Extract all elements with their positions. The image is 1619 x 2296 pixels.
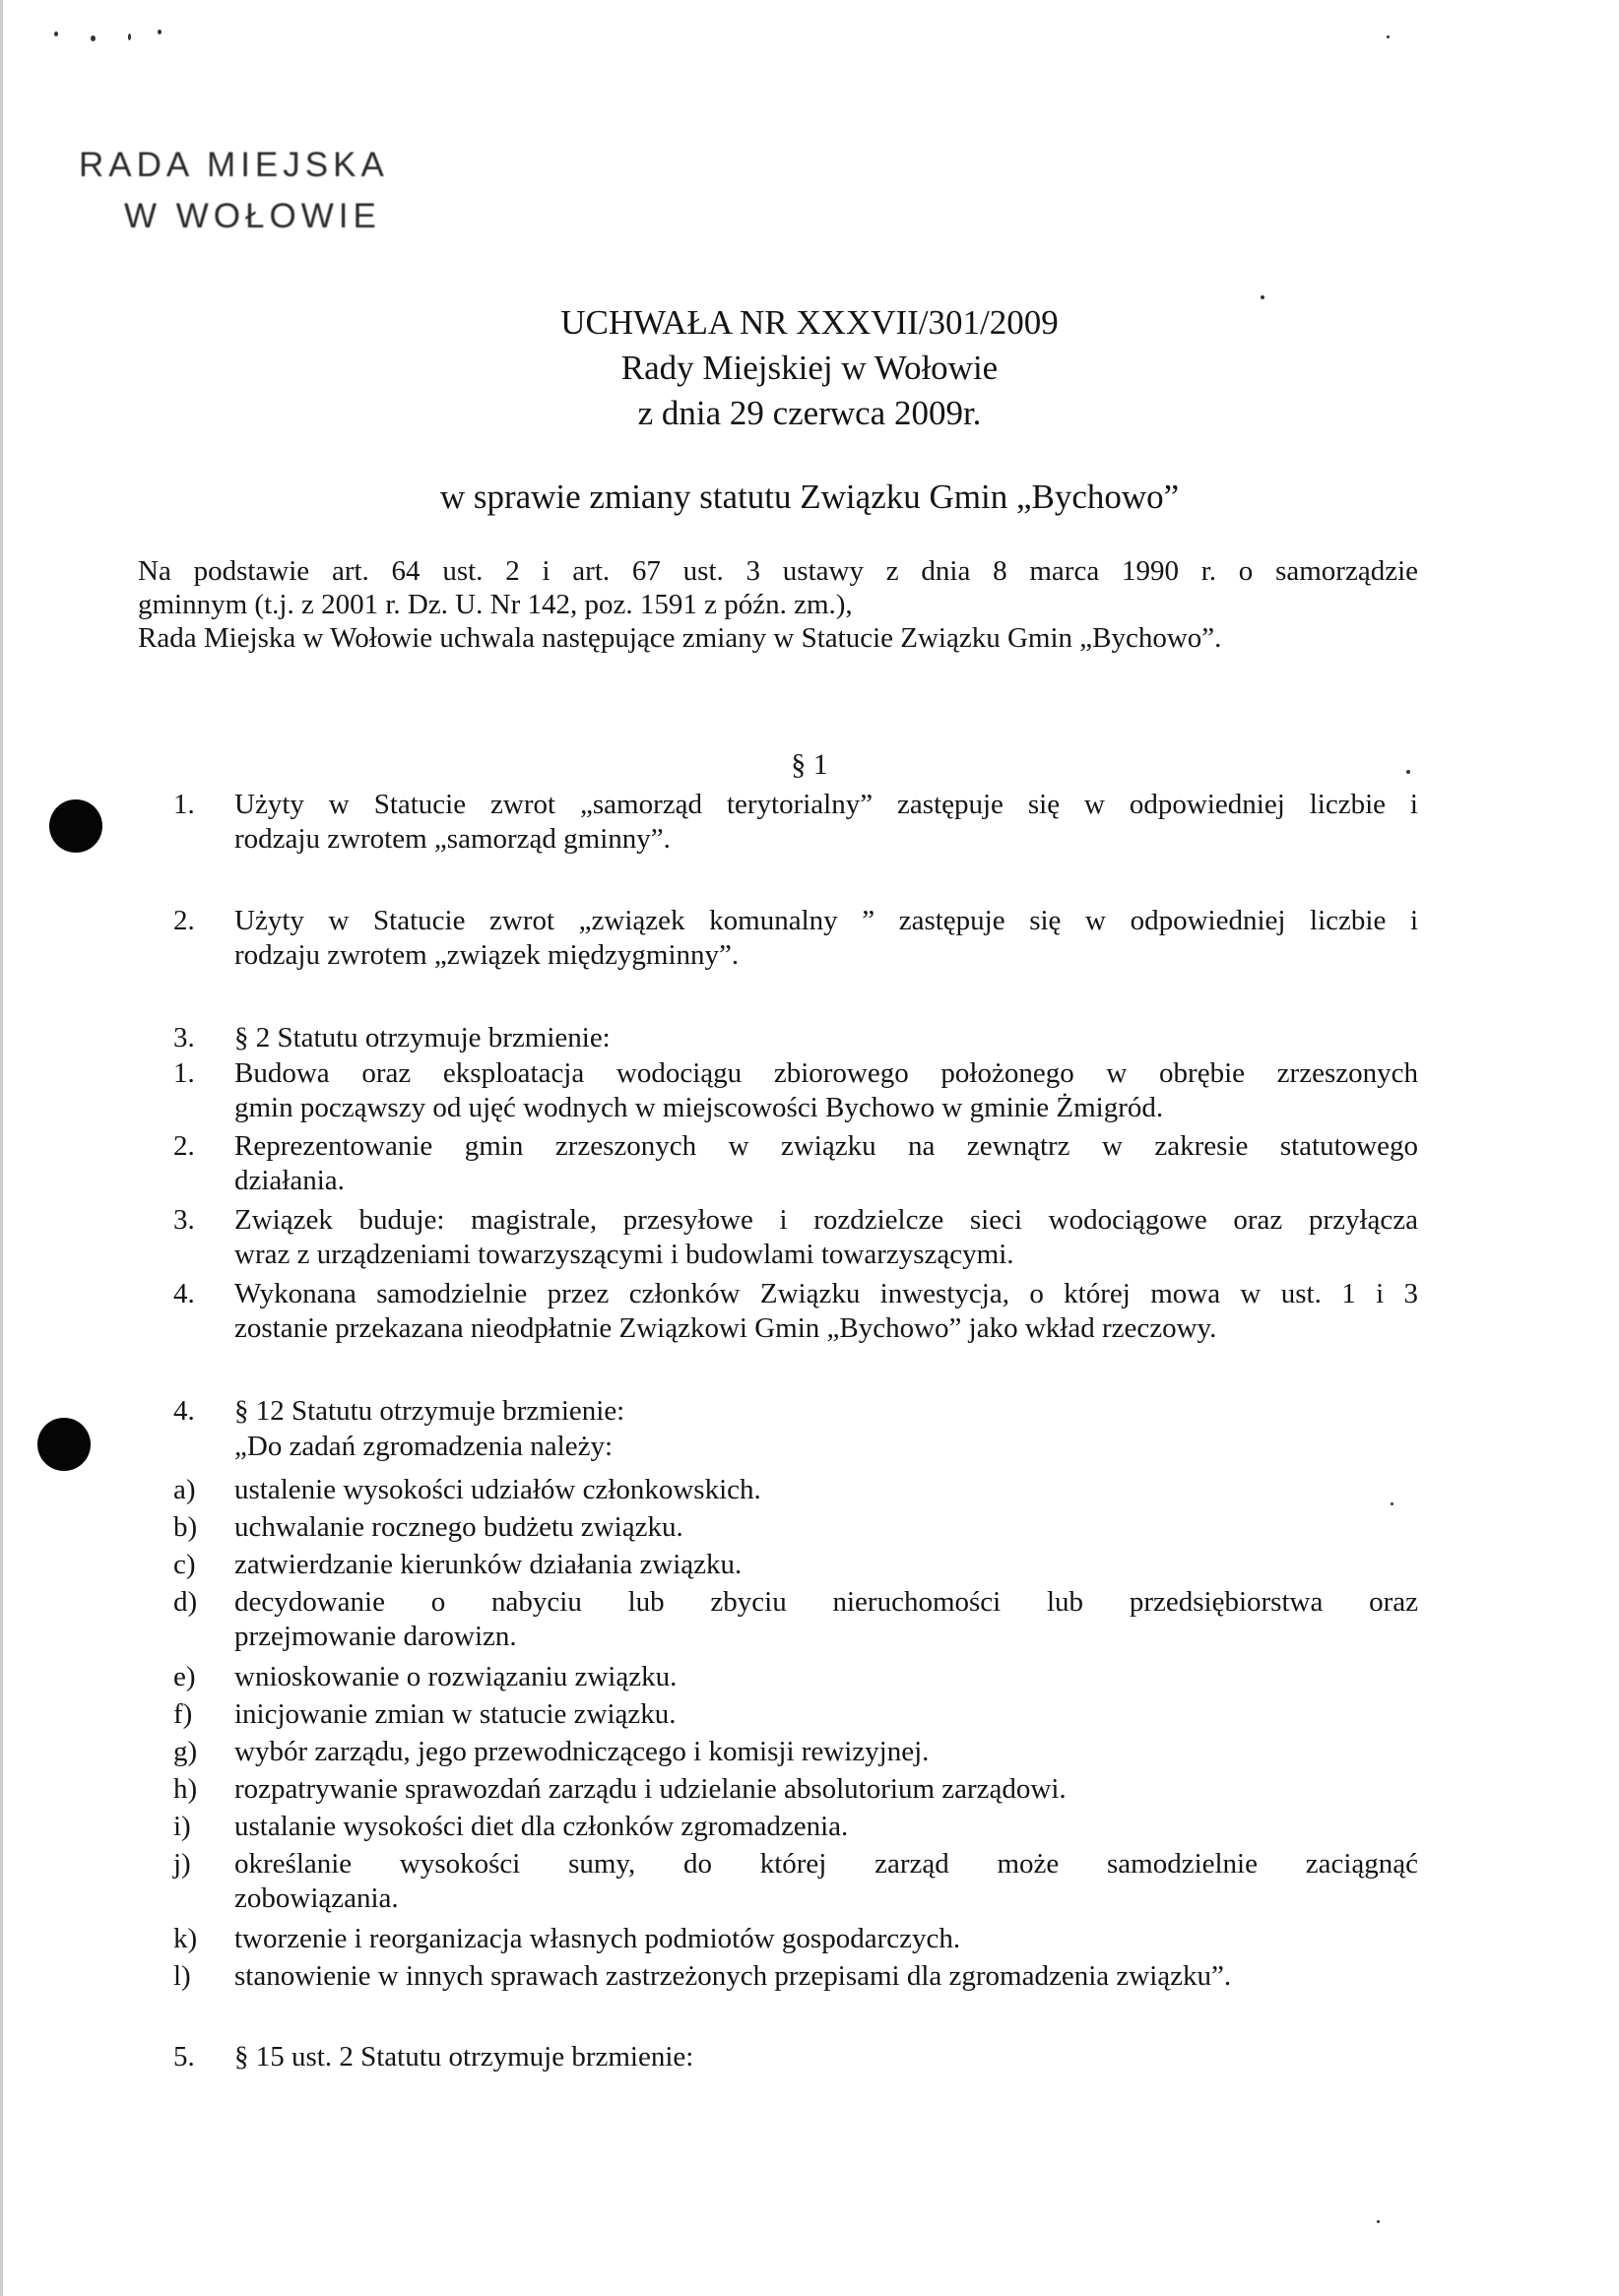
item-text-line: określanie wysokości sumy, do której zarząd może samodzielnie zaciągnąć xyxy=(234,1848,1418,1880)
section-mark: § 1 xyxy=(791,748,828,781)
resolution-subject: w sprawie zmiany statutu Związku Gmin „Bychowo” xyxy=(439,478,1180,516)
point-number: 5. xyxy=(173,2041,195,2073)
resolution-date: z dnia 29 czerwca 2009r. xyxy=(637,394,982,432)
point-text: § 2 Statutu otrzymuje brzmienie: xyxy=(234,1022,611,1053)
item-text-line: Związek buduje: magistrale, przesyłowe i rozdzielcze sieci wodociągowe oraz przyłącza xyxy=(234,1204,1418,1236)
point-3 xyxy=(173,1021,1418,1055)
point-text: § 15 ust. 2 Statutu otrzymuje brzmienie: xyxy=(234,2041,694,2073)
institution-stamp xyxy=(79,140,389,242)
item-text-line: rozpatrywanie sprawozdań zarządu i udzielanie absolutorium zarządowi. xyxy=(234,1773,1067,1805)
point-2 xyxy=(173,904,1418,973)
legal-basis-line-3: Rada Miejska w Wołowie uchwala następujące zmiany w Statucie Związku Gmin „Bychowo”. xyxy=(138,622,1222,654)
item-text-line: działania. xyxy=(234,1165,345,1196)
stamp-line-2: W WOŁOWIE xyxy=(124,197,381,235)
item-number: 1. xyxy=(173,1057,195,1089)
scan-speck xyxy=(158,30,162,34)
par2-item-3 xyxy=(173,1203,1418,1272)
par12-item-a xyxy=(173,1473,1418,1507)
par12-item-b xyxy=(173,1510,1418,1545)
item-text-line: zobowiązania. xyxy=(234,1882,399,1914)
par12-item-c xyxy=(173,1548,1418,1582)
par12-item-e xyxy=(173,1660,1418,1694)
item-letter: f) xyxy=(173,1698,193,1730)
par2-item-4 xyxy=(173,1277,1418,1346)
par12-item-f xyxy=(173,1697,1418,1732)
item-text-line: ustalenie wysokości udziałów członkowskich. xyxy=(234,1474,761,1505)
item-text-line: Reprezentowanie gmin zrzeszonych w związku na zewnątrz w zakresie statutowego xyxy=(234,1130,1418,1162)
par12-item-j xyxy=(173,1847,1418,1916)
item-text-line: zostanie przekazana nieodpłatnie Związkowi Gmin „Bychowo” jako wkład rzeczowy. xyxy=(234,1312,1217,1344)
item-text-line: ustalanie wysokości diet dla członków zgromadzenia. xyxy=(234,1811,849,1842)
scan-speck xyxy=(91,35,96,41)
par12-item-h xyxy=(173,1772,1418,1807)
item-text-line: Wykonana samodzielnie przez członków Związku inwestycja, o której mowa w ust. 1 i 3 xyxy=(234,1278,1418,1309)
item-number: 2. xyxy=(173,1130,195,1162)
item-letter: a) xyxy=(173,1474,196,1505)
point-number: 3. xyxy=(173,1022,195,1053)
item-letter: d) xyxy=(173,1586,198,1618)
item-text-line: inicjowanie zmian w statucie związku. xyxy=(234,1698,677,1730)
point-1 xyxy=(173,788,1418,857)
item-number: 3. xyxy=(173,1204,195,1236)
resolution-title: UCHWAŁA NR XXXVII/301/2009 xyxy=(560,303,1059,342)
item-text-line: decydowanie o nabyciu lub zbyciu nieruchomości lub przedsiębiorstwa oraz xyxy=(234,1586,1418,1618)
scan-speck xyxy=(54,32,58,36)
item-text-line: uchwalanie rocznego budżetu związku. xyxy=(234,1511,683,1543)
par12-item-g xyxy=(173,1735,1418,1769)
scan-speck xyxy=(1261,295,1264,299)
item-text-line: przejmowanie darowizn. xyxy=(234,1621,517,1652)
item-letter: j) xyxy=(173,1848,191,1880)
point-text: § 12 Statutu otrzymuje brzmienie: xyxy=(234,1395,625,1427)
par12-item-i xyxy=(173,1810,1418,1844)
item-letter: i) xyxy=(173,1811,191,1842)
legal-basis xyxy=(138,554,1418,655)
point-number: 1. xyxy=(173,789,195,820)
item-letter: k) xyxy=(173,1923,198,1954)
resolution-authority: Rady Miejskiej w Wołowie xyxy=(620,349,999,387)
item-text-line: Budowa oraz eksploatacja wodociągu zbiorowego położonego w obrębie zrzeszonych xyxy=(234,1057,1418,1089)
item-letter: g) xyxy=(173,1736,198,1767)
par2-item-2 xyxy=(173,1129,1418,1198)
item-letter: l) xyxy=(173,1960,191,1992)
legal-basis-line-2: gminnym (t.j. z 2001 r. Dz. U. Nr 142, poz. 1591 z późn. zm.), xyxy=(138,589,853,620)
par12-item-d xyxy=(173,1585,1418,1654)
item-text-line: gmin począwszy od ujęć wodnych w miejscowości Bychowo w gminie Żmigród. xyxy=(234,1092,1164,1123)
point-5 xyxy=(173,2040,1418,2074)
item-letter: c) xyxy=(173,1549,196,1580)
par2-item-1 xyxy=(173,1056,1418,1125)
point-number: 4. xyxy=(173,1395,195,1427)
item-text-line: wnioskowanie o rozwiązaniu związku. xyxy=(234,1661,678,1692)
item-letter: h) xyxy=(173,1773,198,1805)
scan-speck xyxy=(1387,35,1390,38)
item-letter: e) xyxy=(173,1661,196,1692)
point-text-line: rodzaju zwrotem „związek międzygminny”. xyxy=(234,939,740,971)
item-text-line: wybór zarządu, jego przewodniczącego i komisji rewizyjnej. xyxy=(234,1736,930,1767)
par12-intro-text: „Do zadań zgromadzenia należy: xyxy=(234,1431,614,1462)
point-text-line: Użyty w Statucie zwrot „samorząd terytorialny” zastępuje się w odpowiedniej liczbie i xyxy=(234,789,1418,820)
item-text-line: zatwierdzanie kierunków działania związku. xyxy=(234,1549,743,1580)
point-4 xyxy=(173,1394,1418,1429)
stamp-line-1: RADA MIEJSKA xyxy=(79,146,389,184)
item-number: 4. xyxy=(173,1278,195,1309)
par12-intro xyxy=(173,1430,1418,1464)
point-number: 2. xyxy=(173,905,195,936)
item-text-line: tworzenie i reorganizacja własnych podmiotów gospodarczych. xyxy=(234,1923,961,1954)
point-text-line: rodzaju zwrotem „samorząd gminny”. xyxy=(234,823,671,855)
scan-speck xyxy=(1377,2220,1380,2223)
point-text-line: Użyty w Statucie zwrot „związek komunalny ” zastępuje się w odpowiedniej liczbie i xyxy=(234,905,1418,936)
par12-item-k xyxy=(173,1922,1418,1956)
item-text-line: wraz z urządzeniami towarzyszącymi i budowlami towarzyszącymi. xyxy=(234,1239,1014,1270)
scan-speck xyxy=(128,33,131,40)
punch-hole xyxy=(37,1418,91,1471)
legal-basis-line-1: Na podstawie art. 64 ust. 2 i art. 67 ust. 3 ustawy z dnia 8 marca 1990 r. o samorządzie xyxy=(138,555,1418,587)
par12-item-l xyxy=(173,1959,1418,1994)
item-letter: b) xyxy=(173,1511,198,1543)
punch-hole xyxy=(49,799,102,853)
item-text-line: stanowienie w innych sprawach zastrzeżonych przepisami dla zgromadzenia związku”. xyxy=(234,1960,1232,1992)
